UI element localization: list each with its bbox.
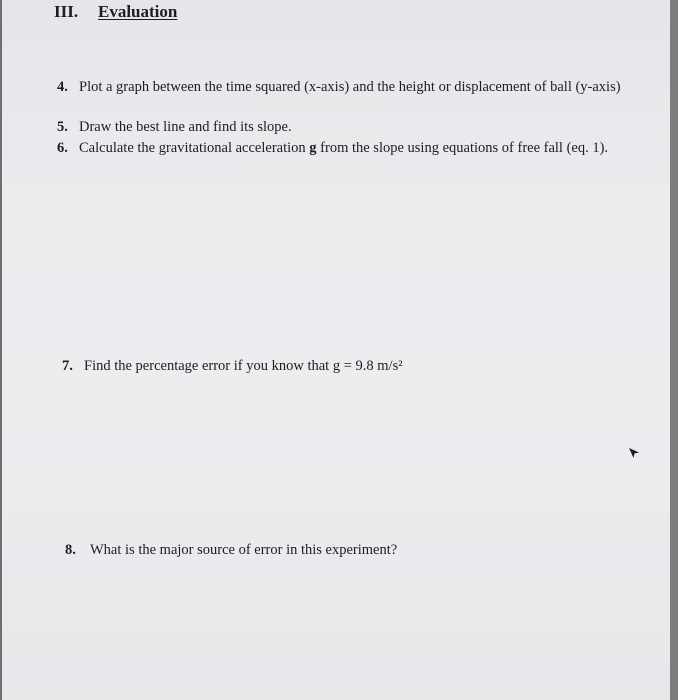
question-number: 7. bbox=[62, 358, 73, 374]
question-number: 5. bbox=[57, 119, 68, 135]
question-6 bbox=[57, 139, 632, 157]
question-text: Draw the best line and find its slope. bbox=[79, 119, 292, 135]
page-edge-shadow bbox=[670, 0, 678, 700]
question-text: Plot a graph between the time squared (x-axis) and the height or displacement of ball (y-axis) bbox=[79, 79, 621, 95]
question-number: 6. bbox=[57, 140, 68, 156]
question-8 bbox=[65, 541, 585, 559]
arrow-cursor-icon bbox=[628, 447, 640, 459]
question-number: 8. bbox=[65, 542, 76, 558]
question-text-part: Calculate the gravitational acceleration bbox=[79, 140, 310, 156]
question-text: Find the percentage error if you know that g = 9.8 m/s² bbox=[84, 358, 403, 374]
section-heading bbox=[54, 2, 177, 22]
question-7 bbox=[62, 357, 582, 375]
gravity-symbol: g bbox=[309, 140, 317, 156]
question-text bbox=[57, 139, 632, 157]
question-text-part: from the slope using equations of free fall (eq. 1). bbox=[316, 140, 609, 156]
section-title: Evaluation bbox=[98, 2, 178, 21]
question-number: 4. bbox=[57, 79, 68, 95]
question-5 bbox=[57, 118, 632, 136]
question-text: What is the major source of error in this experiment? bbox=[90, 542, 398, 558]
worksheet-page bbox=[2, 0, 670, 700]
question-4 bbox=[57, 78, 632, 96]
section-numeral: III. bbox=[54, 2, 79, 21]
